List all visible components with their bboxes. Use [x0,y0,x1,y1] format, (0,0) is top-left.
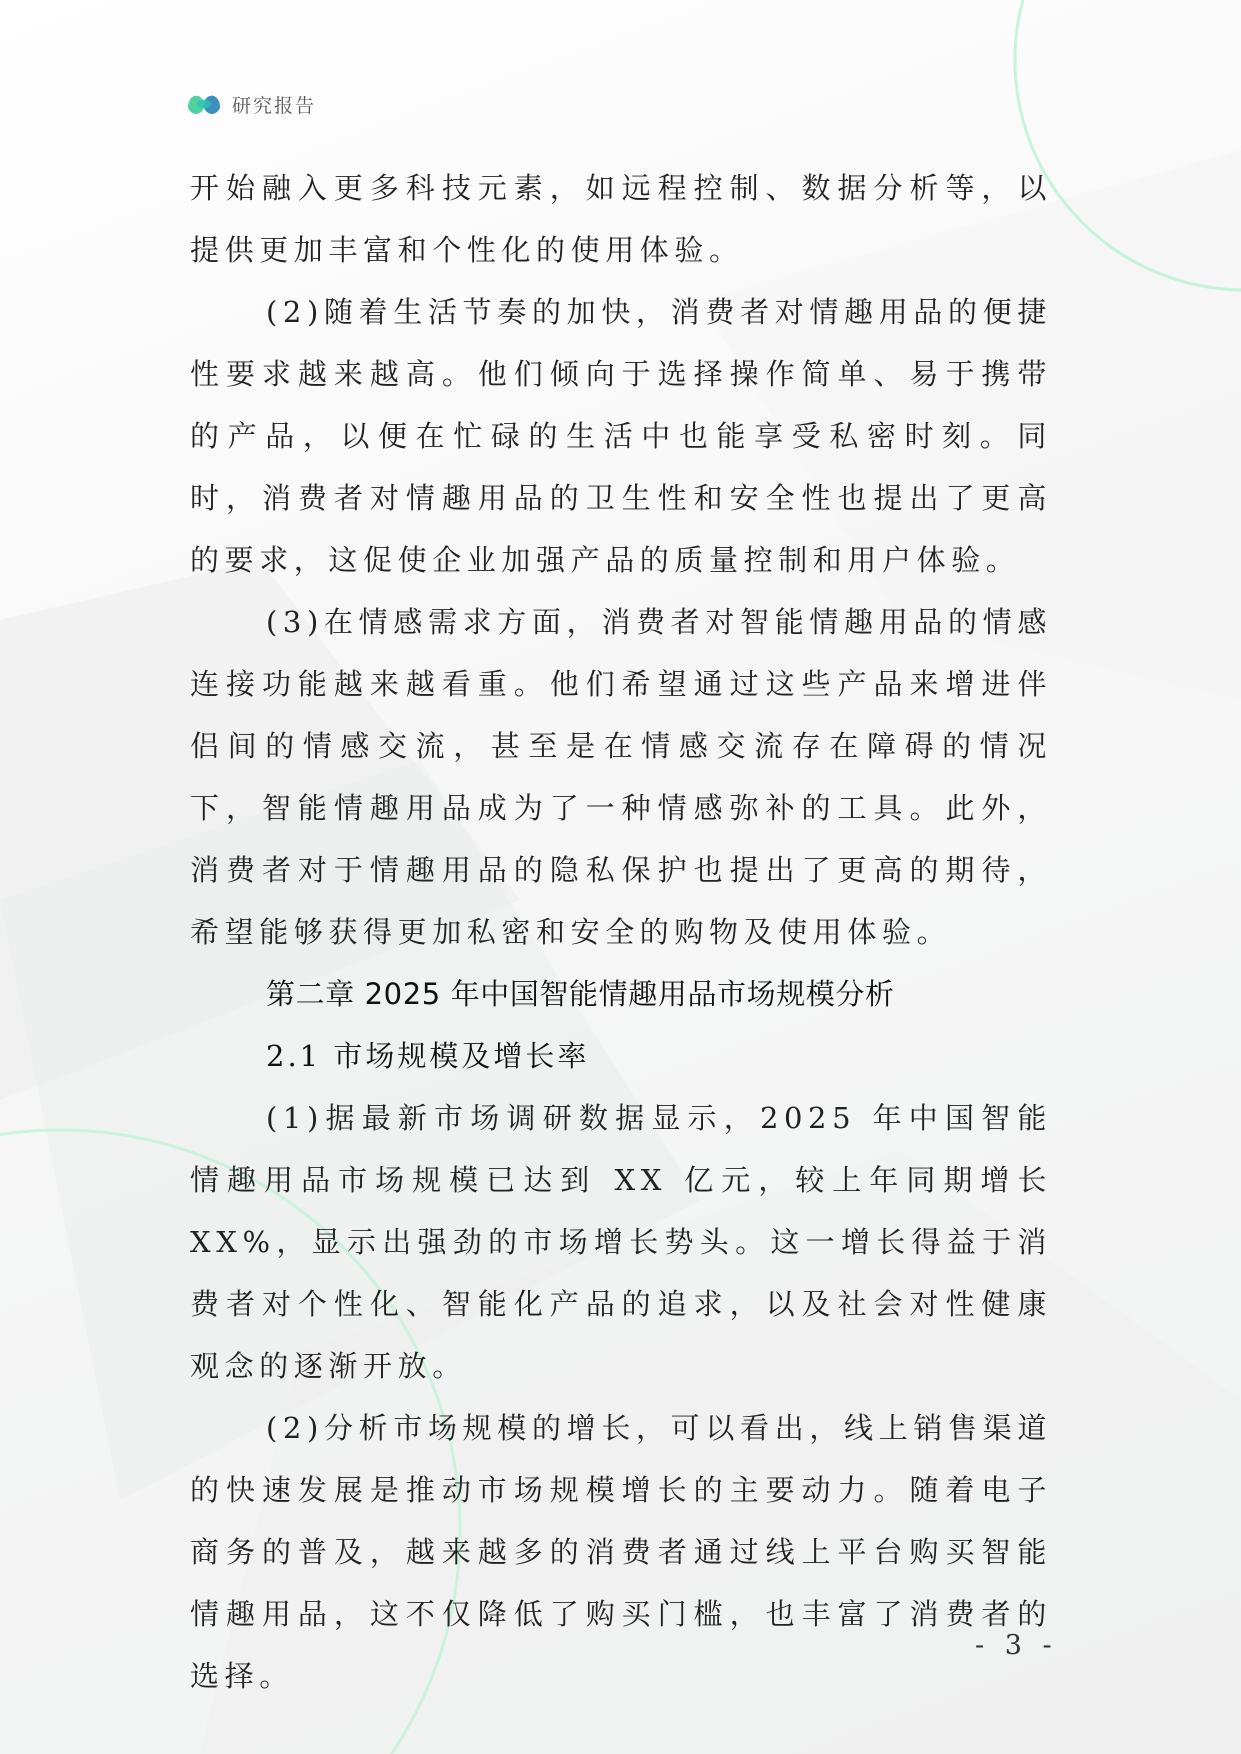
paragraph-3: (3)在情感需求方面，消费者对智能情趣用品的情感连接功能越来越看重。他们希望通过这些产品来增进伴侣间的情感交流，甚至是在情感交流存在障碍的情况下，智能情趣用品成为了一种情感弥补的工具。此外，消费者对于情趣用品的隐私保护也提出了更高的期待，希望能够获得更加私密和安全的购物及使用体验。 [190,605,1052,949]
header-title: 研究报告 [232,94,317,117]
paragraph-2: (2)随着生活节奏的加快，消费者对情趣用品的便捷性要求越来越高。他们倾向于选择操作简单、易于携带的产品，以便在忙碌的生活中也能享受私密时刻。同时，消费者对情趣用品的卫生性和安全性也提出了更高的要求，这促使企业加强产品的质量控制和用户体验。 [190,295,1052,577]
paragraph-5: (2)分析市场规模的增长，可以看出，线上销售渠道的快速发展是推动市场规模增长的主要动力。随着电子商务的普及，越来越多的消费者通过线上平台购买智能情趣用品，这不仅降低了购买门槛，也丰富了消费者的选择。 [190,1411,1052,1693]
paragraph-4: (1)据最新市场调研数据显示，2025 年中国智能情趣用品市场规模已达到 XX 亿元，较上年同期增长 XX%，显示出强劲的市场增长势头。这一增长得益于消费者对个性化、智能化产品的追求，以及社会对性健康观念的逐渐开放。 [190,1101,1052,1383]
document-body [190,157,1052,1707]
brand-logo-icon [186,88,222,120]
section-title: 2.1 市场规模及增长率 [266,1039,590,1073]
paragraph-1: 开始融入更多科技元素，如远程控制、数据分析等，以提供更加丰富和个性化的使用体验。 [190,171,1052,267]
chapter-title: 第二章 2025 年中国智能情趣用品市场规模分析 [266,977,895,1011]
page-header [186,86,316,122]
page-number: - 3 - [975,1630,1058,1661]
